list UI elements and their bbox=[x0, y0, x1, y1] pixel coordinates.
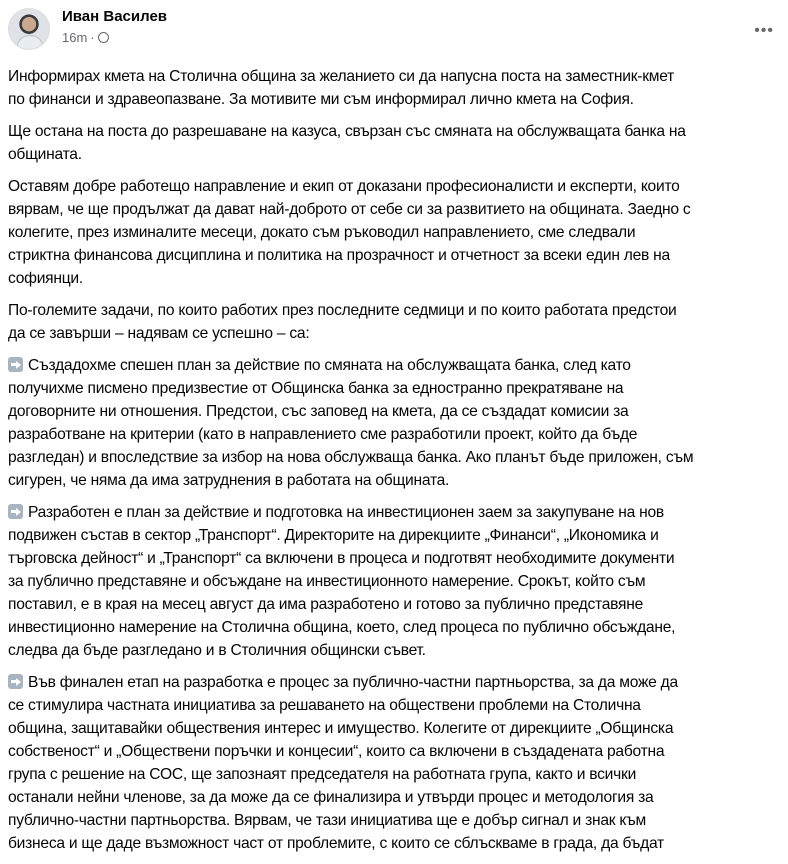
post-time[interactable]: 16m bbox=[62, 30, 88, 45]
line-text: група с решение на СОС, ще запознаят председателя на работната група, както и всички bbox=[8, 766, 637, 783]
line-text: получихме писмено предизвестие от Общинска банка за едностранно прекратяване на bbox=[8, 380, 624, 397]
line-text: договорните ни отношения. Предстои, със заповед на кмета, да се създадат комисии за bbox=[8, 403, 629, 420]
text-line bbox=[8, 786, 788, 809]
post-paragraph bbox=[8, 175, 788, 290]
line-text: софиянци. bbox=[8, 270, 83, 287]
text-line bbox=[8, 267, 788, 290]
text-line bbox=[8, 639, 788, 662]
text-line bbox=[8, 143, 788, 166]
line-text: поставил, е в края на месец август да има разработено и готово за публично представяне bbox=[8, 596, 644, 613]
text-line bbox=[8, 501, 788, 524]
line-text: Ще остана на поста до разрешаване на казуса, свързан със смяната на обслужващата банка на bbox=[8, 123, 686, 140]
line-text: за публично представяне и обсъждане на инвестиционното намерение. Срокът, който съм bbox=[8, 573, 646, 590]
text-line bbox=[8, 400, 788, 423]
line-text: Оставям добре работещо направление и екип от доказани професионалисти и експерти, които bbox=[8, 178, 680, 195]
line-text: разгледан) и впоследствие за избор на нова обслужваща банка. Ако планът бъде приложен, съм bbox=[8, 449, 694, 466]
line-text: публично-частни партньорства. Вярвам, че тази инициатива ще е добър сигнал и знак към bbox=[8, 812, 646, 829]
text-line bbox=[8, 322, 788, 345]
text-line bbox=[8, 65, 788, 88]
line-text: разработване на критерии (като в направлението сме разработили проект, който да бъде bbox=[8, 426, 638, 443]
author-name[interactable]: Иван Василев bbox=[62, 8, 168, 25]
text-line bbox=[8, 423, 788, 446]
line-text: стриктна финансова дисциплина и политика на прозрачност и отчетност за всеки един лев на bbox=[8, 247, 670, 264]
text-line bbox=[8, 524, 788, 547]
line-text: общината. bbox=[8, 146, 82, 163]
line-text: по финанси и здравеопазване. За мотивите ми съм информирал лично кмета на София. bbox=[8, 91, 634, 108]
avatar[interactable] bbox=[8, 8, 50, 50]
post-paragraph bbox=[8, 354, 788, 492]
post-body bbox=[8, 65, 788, 864]
text-line bbox=[8, 809, 788, 832]
text-line bbox=[8, 120, 788, 143]
line-text: инвестиционно намерение на Столична община, което, след процеса по публично обсъждане, bbox=[8, 619, 676, 636]
text-line bbox=[8, 299, 788, 322]
line-text: собственост“ и „Обществени поръчки и концесии“, които са включени в създадената работна bbox=[8, 743, 665, 760]
post-paragraph bbox=[8, 501, 788, 662]
right-arrow-icon bbox=[8, 504, 23, 519]
post-paragraph bbox=[8, 671, 788, 855]
post-paragraph bbox=[8, 120, 788, 166]
line-text: се стимулира частната инициатива за решаването на обществени проблеми на Столична bbox=[8, 697, 641, 714]
meta-separator: · bbox=[90, 30, 95, 45]
post-meta bbox=[62, 30, 109, 45]
line-text: сигурен, че няма да има затруднения в работата на общината. bbox=[8, 472, 450, 489]
line-text: Създадохме спешен план за действие по смяната на обслужващата банка, след като bbox=[28, 357, 631, 374]
text-line bbox=[8, 763, 788, 786]
line-text: бизнеса и ще даде възможност част от проблемите, с които се сблъскваме в града, да бъдат bbox=[8, 835, 664, 852]
text-line bbox=[8, 832, 788, 855]
text-line bbox=[8, 221, 788, 244]
text-line bbox=[8, 175, 788, 198]
line-text: да се завърши – надявам се успешно – са: bbox=[8, 325, 310, 342]
text-line bbox=[8, 198, 788, 221]
text-line bbox=[8, 717, 788, 740]
text-line bbox=[8, 593, 788, 616]
text-line bbox=[8, 547, 788, 570]
right-arrow-icon bbox=[8, 357, 23, 372]
line-text: община, защитавайки обществения интерес и имущество. Колегите от дирекциите „Общинска bbox=[8, 720, 674, 737]
text-line bbox=[8, 616, 788, 639]
line-text: подвижен състав в сектор „Транспорт“. Директорите на дирекциите „Финанси“, „Икономика и bbox=[8, 527, 659, 544]
text-line bbox=[8, 88, 788, 111]
post-header bbox=[8, 8, 788, 58]
text-line bbox=[8, 671, 788, 694]
text-line bbox=[8, 377, 788, 400]
line-text: търговска дейност“ и „Транспорт“ са включени в процеса и подготвят необходимите документи bbox=[8, 550, 675, 567]
text-line bbox=[8, 694, 788, 717]
globe-icon[interactable] bbox=[98, 32, 109, 43]
line-text: Информирах кмета на Столична община за желанието си да напусна поста на заместник-кмет bbox=[8, 68, 675, 85]
line-text: Разработен е план за действие и подготовка на инвестиционен заем за закупуване на нов bbox=[28, 504, 664, 521]
text-line bbox=[8, 469, 788, 492]
line-text: колегите, през изминалите месеци, докато съм ръководил направлението, сме следвали bbox=[8, 224, 636, 241]
line-text: Във финален етап на разработка е процес за публично-частни партньорства, за да може да bbox=[28, 674, 678, 691]
text-line bbox=[8, 244, 788, 267]
text-line bbox=[8, 570, 788, 593]
line-text: вярвам, че ще продължат да дават най-доброто от себе си за развитието на общината. Заедно с bbox=[8, 201, 691, 218]
text-line bbox=[8, 354, 788, 377]
more-options-button[interactable]: ••• bbox=[754, 22, 774, 39]
text-line bbox=[8, 446, 788, 469]
text-line bbox=[8, 740, 788, 763]
line-text: По-големите задачи, по които работих през последните седмици и по които работата предстои bbox=[8, 302, 677, 319]
right-arrow-icon bbox=[8, 674, 23, 689]
post-paragraph bbox=[8, 65, 788, 111]
line-text: останали нейни членове, за да може да се финализира и утвърди процес и методология за bbox=[8, 789, 654, 806]
post-paragraph bbox=[8, 299, 788, 345]
line-text: следва да бъде разгледано и в Столичния общински съвет. bbox=[8, 642, 426, 659]
